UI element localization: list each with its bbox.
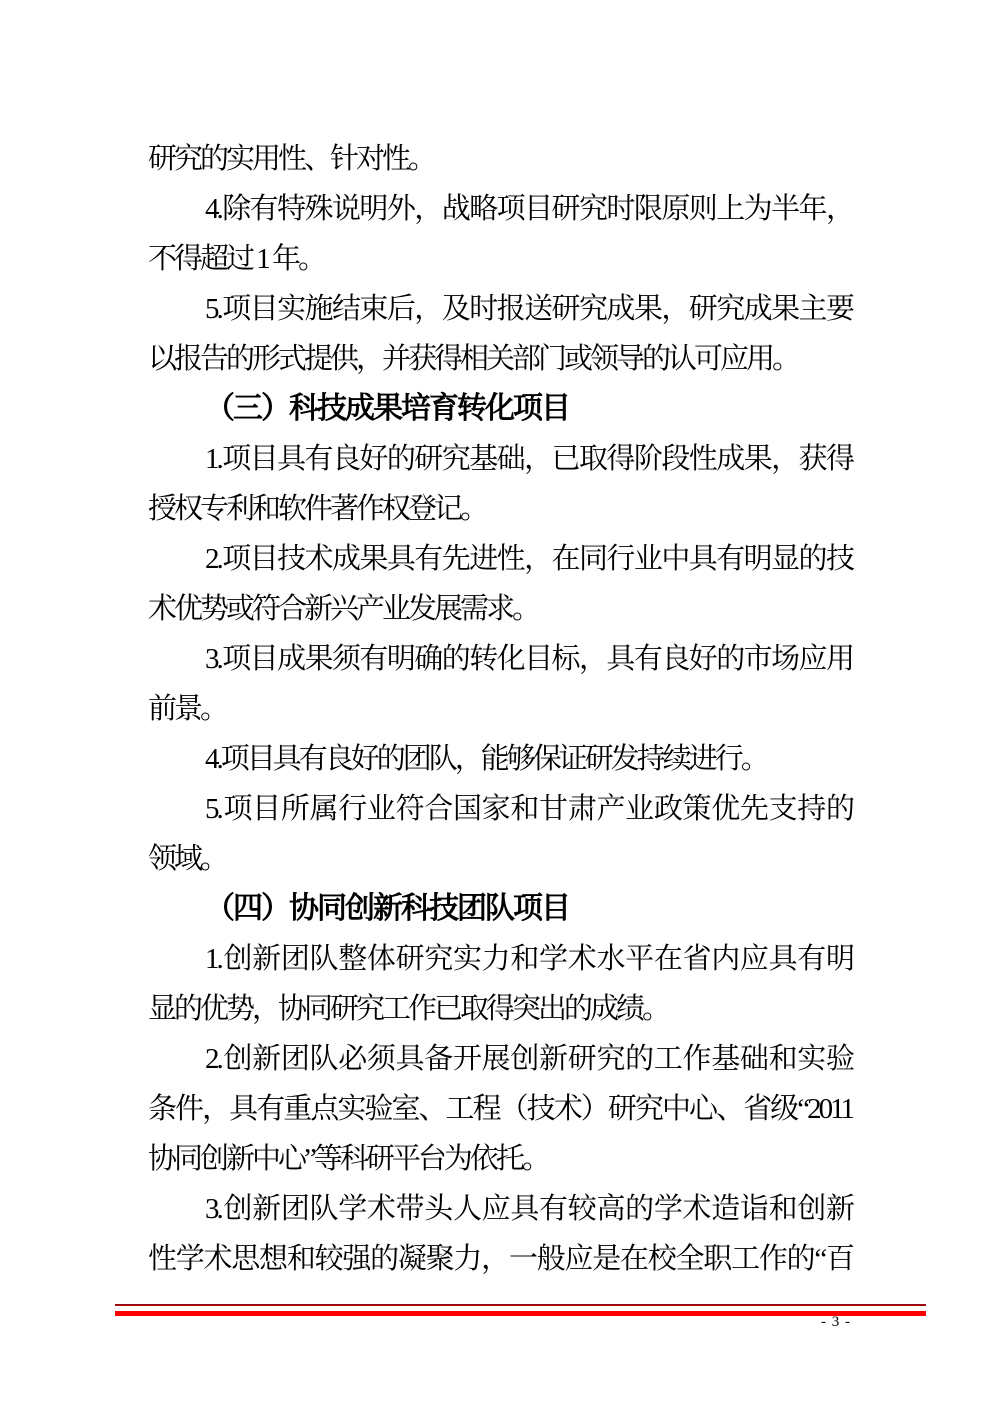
text-line: 3.项目成果须有明确的转化目标，具有良好的市场应用 — [205, 643, 852, 675]
page-number: - 3 - — [821, 1314, 851, 1330]
text-line: 前景。 — [148, 693, 227, 725]
text-line: 性学术思想和较强的凝聚力，一般应是在校全职工作的“百 — [148, 1243, 852, 1275]
text-line: 以报告的形式提供，并获得相关部门或领导的认可应用。 — [148, 343, 799, 375]
text-line: 1.项目具有良好的研究基础，已取得阶段性成果，获得 — [205, 443, 852, 475]
section-heading: （三）科技成果培育转化项目 — [205, 392, 569, 425]
footer-thin-rule — [115, 1304, 926, 1306]
text-line: 2.创新团队必须具备开展创新研究的工作基础和实验 — [205, 1043, 852, 1075]
text-line: 术优势或符合新兴产业发展需求。 — [148, 593, 539, 625]
text-line: 不得超过 1 年。 — [148, 243, 325, 275]
text-line: 协同创新中心”等科研平台为依托。 — [148, 1143, 548, 1175]
document-text-block — [148, 134, 852, 1284]
section-heading: （四）协同创新科技团队项目 — [205, 892, 569, 925]
text-line: 4.项目具有良好的团队，能够保证研发持续进行。 — [205, 743, 767, 775]
text-line: 研究的实用性、针对性。 — [148, 143, 435, 175]
text-line: 3.创新团队学术带头人应具有较高的学术造诣和创新 — [205, 1193, 852, 1225]
text-line: 4.除有特殊说明外，战略项目研究时限原则上为半年， — [205, 193, 852, 225]
text-line: 2.项目技术成果具有先进性，在同行业中具有明显的技 — [205, 543, 852, 575]
text-line: 显的优势，协同研究工作已取得突出的成绩。 — [148, 993, 669, 1025]
text-line: 条件，具有重点实验室、工程（技术）研究中心、省级“2011 — [148, 1093, 852, 1125]
text-line: 5.项目实施结束后，及时报送研究成果，研究成果主要 — [205, 293, 852, 325]
text-line: 1.创新团队整体研究实力和学术水平在省内应具有明 — [205, 943, 852, 975]
text-line: 领域。 — [148, 843, 227, 875]
text-line: 授权专利和软件著作权登记。 — [148, 493, 487, 525]
text-line: 5.项目所属行业符合国家和甘肃产业政策优先支持的 — [205, 793, 852, 825]
